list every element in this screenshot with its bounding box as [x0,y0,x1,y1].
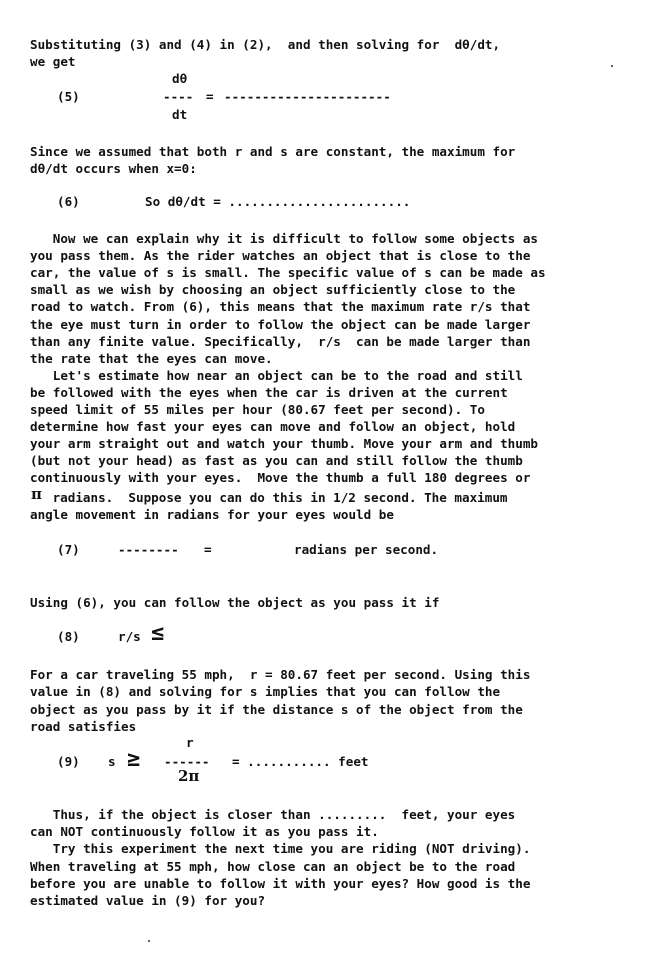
since-line-2: dθ/dt occurs when x=0: [30,161,197,176]
explanation-line: determine how fast your eyes can move and follow an object, hold [30,419,516,435]
explanation-line: speed limit of 55 miles per hour (80.67 feet per second). To [30,402,485,417]
eq9-rhs: = ........... feet [232,754,369,769]
eq7-label: (7) [57,542,80,557]
explanation-line: road to watch. From (6), this means that the maximum rate r/s that [30,299,531,315]
car-line: For a car traveling 55 mph, r = 80.67 feet per second. Using this [30,667,531,682]
angle-line: angle movement in radians for your eyes would be [30,507,394,522]
using6-line: Using (6), you can follow the object as you pass it if [30,595,440,610]
radians-line: radians. Suppose you can do this in 1/2 second. The maximum [45,490,508,505]
explanation-line: Let's estimate how near an object can be to the road and still [30,367,523,383]
intro-line-1: Substituting (3) and (4) in (2), and then solving for dθ/dt, [30,37,501,52]
conclusion-line: When traveling at 55 mph, how close can an object be to the road [30,858,516,874]
eq5-equals: = [206,89,214,104]
intro-line-2: we get [30,54,76,69]
explanation-line: your arm straight out and watch your thumb. Move your arm and thumb [30,436,538,452]
pi-symbol: π [31,485,42,503]
eq7-units: radians per second. [294,542,439,557]
eq9-numerator: r [186,735,194,750]
scan-speck [611,65,613,67]
conclusion-line: Try this experiment the next time you are riding (NOT driving). [30,841,531,857]
eq9-lhs: s [108,754,116,769]
explanation-line: you pass them. As the rider watches an object that is close to the [30,248,531,264]
explanation-line: car, the value of s is small. The specific value of s can be made as [30,265,546,281]
explanation-line: the eye must turn in order to follow the object can be made larger [30,316,531,332]
eq8-lhs: r/s [118,629,141,644]
eq9-label: (9) [57,754,80,769]
conclusion-line: Thus, if the object is closer than ......... feet, your eyes [30,807,516,822]
car-line: value in (8) and solving for s implies that you can follow the [30,684,501,700]
eq7-equals: = [204,542,212,557]
eq8-label: (8) [57,629,80,644]
eq5-label: (5) [57,89,80,104]
car-line: object as you pass by it if the distance s of the object from the [30,701,523,717]
eq5-blank: ---------------------- [224,89,391,104]
eq5-numerator: dθ [172,71,188,86]
since-line-1: Since we assumed that both r and s are constant, the maximum for [30,144,516,159]
eq9-fraction-bar: ------ [164,754,210,769]
eq9-geq-symbol: ≥ [127,747,141,772]
eq9-denominator: 2π [178,767,200,785]
conclusion-line: estimated value in (9) for you? [30,893,266,908]
explanation-line: than any finite value. Specifically, r/s can be made larger than [30,333,531,349]
conclusion-line: can NOT continuously follow it as you pass it. [30,824,379,840]
conclusion-line: before you are unable to follow it with your eyes? How good is the [30,875,531,891]
eq8-leq-symbol: ≤ [151,621,165,646]
eq7-blank: -------- [118,542,179,557]
eq5-denominator: dt [172,107,188,122]
scan-speck [148,940,150,942]
explanation-line: the rate that the eyes can move. [30,350,273,366]
car-line: road satisfies [30,718,137,734]
eq6-label: (6) [57,194,80,209]
explanation-line: (but not your head) as fast as you can and still follow the thumb [30,453,523,469]
explanation-line: Now we can explain why it is difficult to follow some objects as [30,231,538,246]
explanation-line: be followed with the eyes when the car is driven at the current [30,384,508,400]
explanation-line: small as we wish by choosing an object sufficiently close to the [30,282,516,298]
eq6-expression: So dθ/dt = ........................ [145,194,411,209]
explanation-line: continuously with your eyes. Move the thumb a full 180 degrees or [30,470,531,486]
eq5-fraction-bar: ---- [163,89,194,104]
